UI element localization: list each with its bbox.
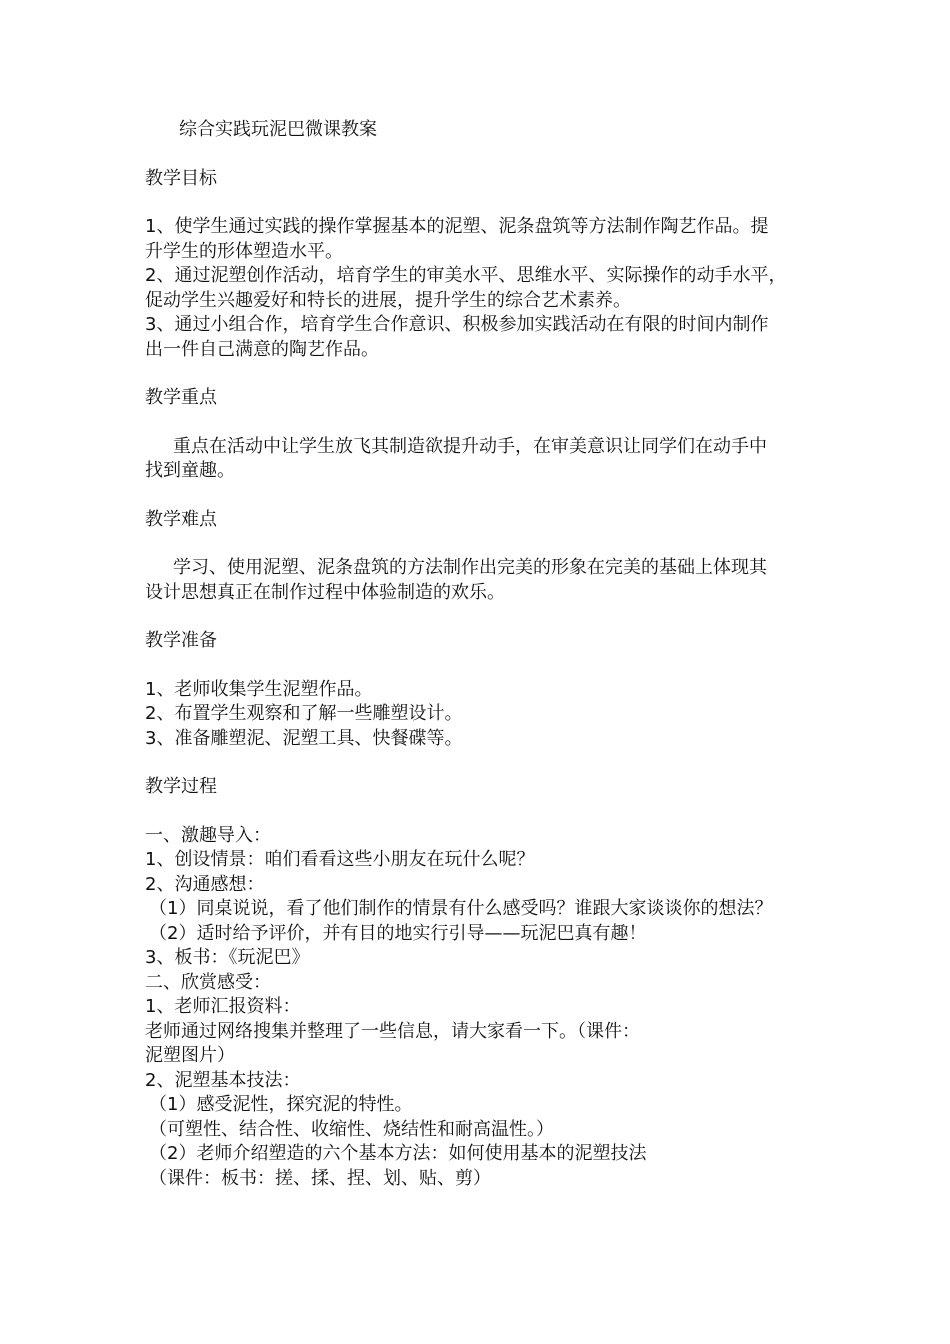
heading-preparation: 教学准备 [145,630,217,651]
process-line: 1、老师汇报资料： [145,996,301,1017]
goals-line: 1、使学生通过实践的操作掌握基本的泥塑、泥条盘筑等方法制作陶艺作品。提 [145,216,769,237]
key-points-body [145,435,825,484]
preparation-line: 3、准备雕塑泥、泥塑工具、快餐碟等。 [145,727,463,749]
process-line: （1）同桌说说，看了他们制作的情景有什么感受吗？谁跟大家谈谈你的想法？ [149,898,773,919]
process-line: 一、激趣导入： [145,824,271,846]
goals-line: 出一件自己满意的陶艺作品。 [145,338,379,360]
process-line: （可塑性、结合性、收缩性、烧结性和耐高温性。） [149,1118,554,1140]
process-line: 泥塑图片） [145,1045,235,1066]
preparation-line: 1、老师收集学生泥塑作品。 [145,678,373,700]
goals-line: 3、通过小组合作，培育学生合作意识、积极参加实践活动在有限的时间内制作 [145,314,769,335]
heading-key-points: 教学重点 [145,387,217,408]
difficulties-line: 学习、使用泥塑、泥条盘筑的方法制作出完美的形象在完美的基础上体现其 [173,557,767,578]
goals-line: 促动学生兴趣爱好和特长的进展，提升学生的综合艺术素养。 [145,289,631,311]
process-line: （2）老师介绍塑造的六个基本方法：如何使用基本的泥塑技法 [149,1143,647,1164]
process-line: 老师通过网络搜集并整理了一些信息，请大家看一下。（课件： [145,1020,640,1042]
key-points-line: 找到童趣。 [145,460,235,481]
process-line: 二、欣赏感受： [145,971,271,993]
process-line: 3、板书：《玩泥巴》 [145,947,310,968]
document-title: 综合实践玩泥巴微课教案 [179,119,377,140]
process-line: 2、沟通感想： [145,873,265,895]
preparation-line: 2、布置学生观察和了解一些雕塑设计。 [145,703,463,724]
process-line: （课件：板书：搓、揉、捏、划、贴、剪） [149,1167,491,1189]
document-page [145,118,825,1215]
process-line: （1）感受泥性，探究泥的特性。 [149,1094,413,1115]
difficulties-body [145,556,825,605]
process-line: （2）适时给予评价，并有目的地实行引导——玩泥巴真有趣！ [149,922,647,944]
goals-body [145,215,825,362]
heading-process: 教学过程 [145,776,217,797]
process-body [145,824,825,1192]
goals-line: 2、通过泥塑创作活动，培育学生的审美水平、思维水平、实际操作的动手水平， [145,265,787,286]
key-points-line: 重点在活动中让学生放飞其制造欲提升动手，在审美意识让同学们在动手中 [173,435,767,457]
process-line: 1、创设情景：咱们看看这些小朋友在玩什么呢？ [145,849,535,870]
difficulties-line: 设计思想真正在制作过程中体验制造的欢乐。 [145,581,505,603]
heading-goals: 教学目标 [145,167,217,189]
process-line: 2、泥塑基本技法： [145,1069,301,1091]
heading-difficulties: 教学难点 [145,508,217,530]
goals-line: 升学生的形体塑造水平。 [145,240,343,262]
preparation-body [145,678,825,752]
